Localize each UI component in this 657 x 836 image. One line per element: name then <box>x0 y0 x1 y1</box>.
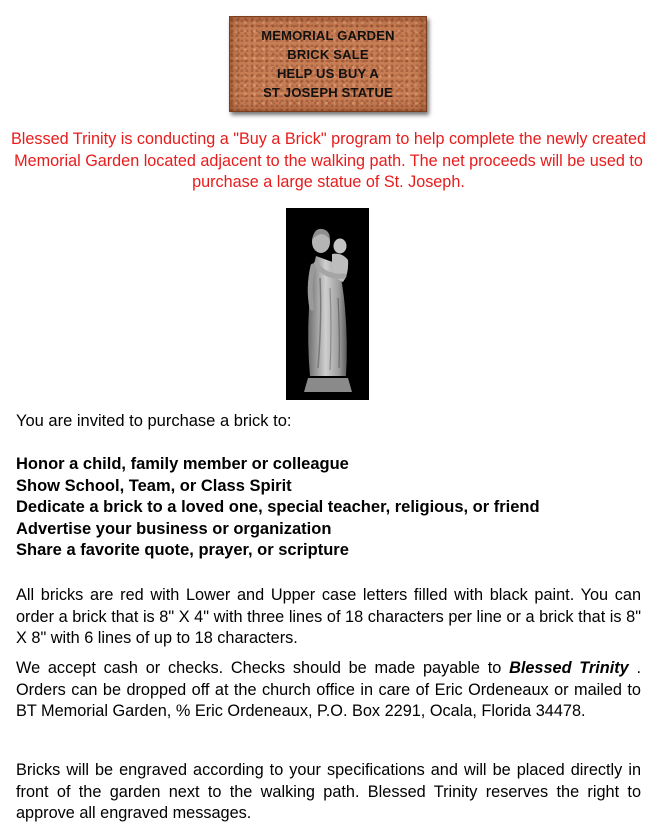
list-item: Advertise your business or organization <box>16 519 332 538</box>
list-item: Dedicate a brick to a loved one, special teacher, religious, or friend <box>16 498 540 516</box>
st-joseph-statue-icon <box>286 208 369 400</box>
brick-line: BRICK SALE <box>287 47 369 62</box>
purpose-list <box>16 454 540 562</box>
brick-line: MEMORIAL GARDEN <box>261 28 395 43</box>
brick-line: HELP US BUY A <box>276 66 380 81</box>
payee-name: Blessed Trinity <box>509 659 629 677</box>
payment-paragraph <box>16 658 641 723</box>
intro-paragraph: Blessed Trinity is conducting a "Buy a Brick" program to help complete the newly created Memorial Garden located adjacent to the walking path. The net proceeds will be used to purchase a large statue of St. Joseph. <box>10 130 647 191</box>
list-item: Show School, Team, or Class Spirit <box>16 476 292 495</box>
brick-sale-banner <box>229 16 427 112</box>
brick-line: ST JOSEPH STATUE <box>263 85 393 100</box>
payment-text-after: . Orders can be dropped off at the church office in care of Eric Ordeneaux or mailed to BT Memorial Garden, % Eric Ordeneaux, P.O. Box 2291, Ocala, Florida 34478. <box>16 659 641 720</box>
brick-details-paragraph: All bricks are red with Lower and Upper case letters filled with black paint. You can order a brick that is 8" X 4" with three lines of 18 characters per line or a brick that is 8" X 8" with 6 lines of up to 18 characters. <box>16 586 641 647</box>
payment-text-before: We accept cash or checks. Checks should be made payable to <box>16 659 510 677</box>
engraving-paragraph: Bricks will be engraved according to your specifications and will be placed directly in front of the garden next to the walking path. Blessed Trinity reserves the right to approve all engraved messages. <box>16 761 641 822</box>
list-item: Honor a child, family member or colleague <box>16 455 349 473</box>
invite-text: You are invited to purchase a brick to: <box>16 412 292 430</box>
list-item: Share a favorite quote, prayer, or scripture <box>16 541 349 559</box>
